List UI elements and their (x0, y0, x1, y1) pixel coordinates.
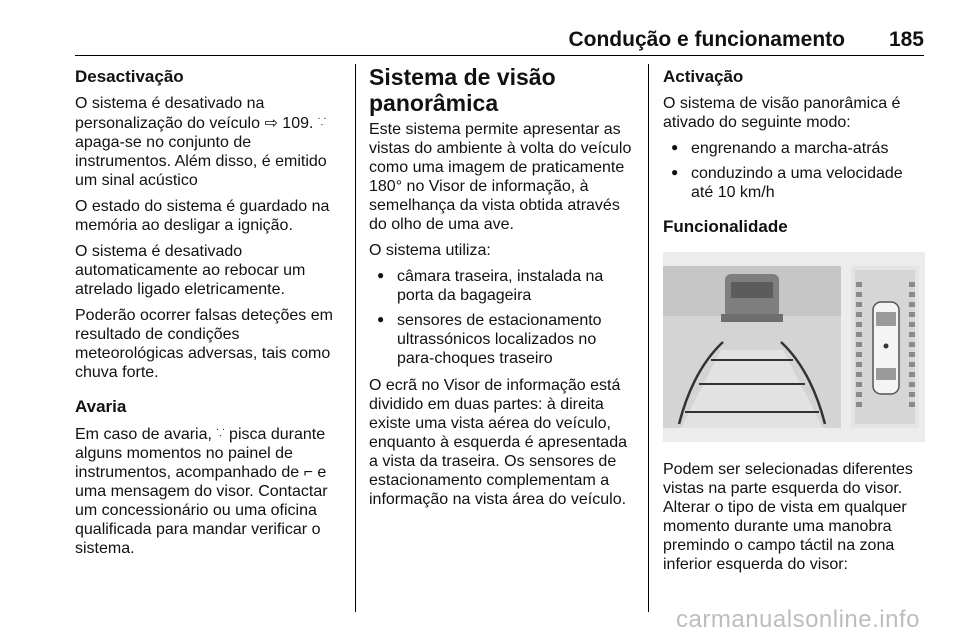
rear-camera-view (663, 266, 841, 428)
column-left (75, 64, 343, 565)
paragraph-text: e uma mensagem do visor. Contactar um concessionário ou uma oficina qualificada para mandar verificar o sistema. (75, 464, 328, 557)
bullet-list (663, 139, 925, 202)
header-title: Condução e funcionamento (568, 28, 845, 51)
wrench-icon: ⌐ (303, 464, 313, 481)
list-item: ● conduzindo a uma velocidade até 10 km/h (663, 164, 925, 202)
paragraph: O estado do sistema é guardado na memória ao desligar a ignição. (75, 198, 330, 234)
page-reference-arrow-icon: ⇨ (264, 115, 278, 132)
panoramic-view-icon: ⸪ (317, 117, 327, 128)
paragraph: O sistema de visão panorâmica é ativado do seguinte modo: (663, 95, 901, 131)
section-heading-funcionalidade: Funcionalidade (663, 217, 788, 236)
paragraph (75, 94, 343, 190)
paragraph-text: O sistema é desativado na personalização do veículo (75, 95, 265, 132)
section-heading-desactivacao: Desactivação (75, 67, 184, 86)
paragraph: Podem ser selecionadas diferentes vistas na parte esquerda do visor. Alterar o tipo de vista em qualquer momento durante uma manobra premindo o campo táctil na zona inferior esquerda do visor: (663, 461, 913, 573)
column-right (663, 64, 925, 581)
page-number: 185 (888, 28, 924, 51)
paragraph-text: pisca durante alguns momentos no painel de instrumentos, acompanhado de (75, 426, 326, 481)
paragraph-text: apaga-se no conjunto de instrumentos. Além disso, é emitido um sinal acústico (75, 134, 327, 189)
paragraph-text: Em caso de avaria, (75, 426, 217, 443)
list-item: ● engrenando a marcha-atrás (663, 139, 925, 158)
paragraph: O sistema é desativado automaticamente ao rebocar um atrelado ligado eletricamente. (75, 243, 306, 298)
bullet-list (369, 267, 637, 368)
section-title-panoramic-view: Sistema de visão panorâmica (369, 64, 556, 116)
paragraph (75, 424, 343, 558)
panoramic-view-icon: ⸪ (216, 428, 225, 439)
list-item: ● câmara traseira, instalada na porta da bagageira (369, 267, 637, 305)
list-item: ● sensores de estacionamento ultrassónicos localizados no para-choques traseiro (369, 311, 637, 368)
page-reference: 109. (277, 115, 318, 132)
column-divider (355, 64, 356, 612)
paragraph: O sistema utiliza: (369, 242, 491, 259)
column-middle (369, 64, 637, 516)
column-divider (648, 64, 649, 612)
paragraph: Poderão ocorrer falsas deteções em resultado de condições meteorológicas adversas, tais como chuva forte. (75, 307, 333, 381)
panoramic-view-illustration (663, 252, 925, 442)
watermark: carmanualsonline.info (676, 606, 920, 633)
paragraph: Este sistema permite apresentar as vistas do ambiente à volta do veículo como uma imagem de praticamente 180° no Visor de informação, à semelhança da vista obtida através do olho de uma ave. (369, 121, 632, 233)
section-heading-activacao: Activação (663, 67, 744, 86)
section-heading-avaria: Avaria (75, 397, 127, 416)
birds-eye-view (851, 266, 919, 428)
page-header (0, 24, 960, 60)
paragraph: O ecrã no Visor de informação está dividido em duas partes: à direita existe uma vista aérea do veículo, enquanto à esquerda é apresentada a vista da traseira. Os sensores de estacionamento complementam a informação na vista área do veículo. (369, 377, 627, 508)
header-rule (75, 55, 924, 56)
